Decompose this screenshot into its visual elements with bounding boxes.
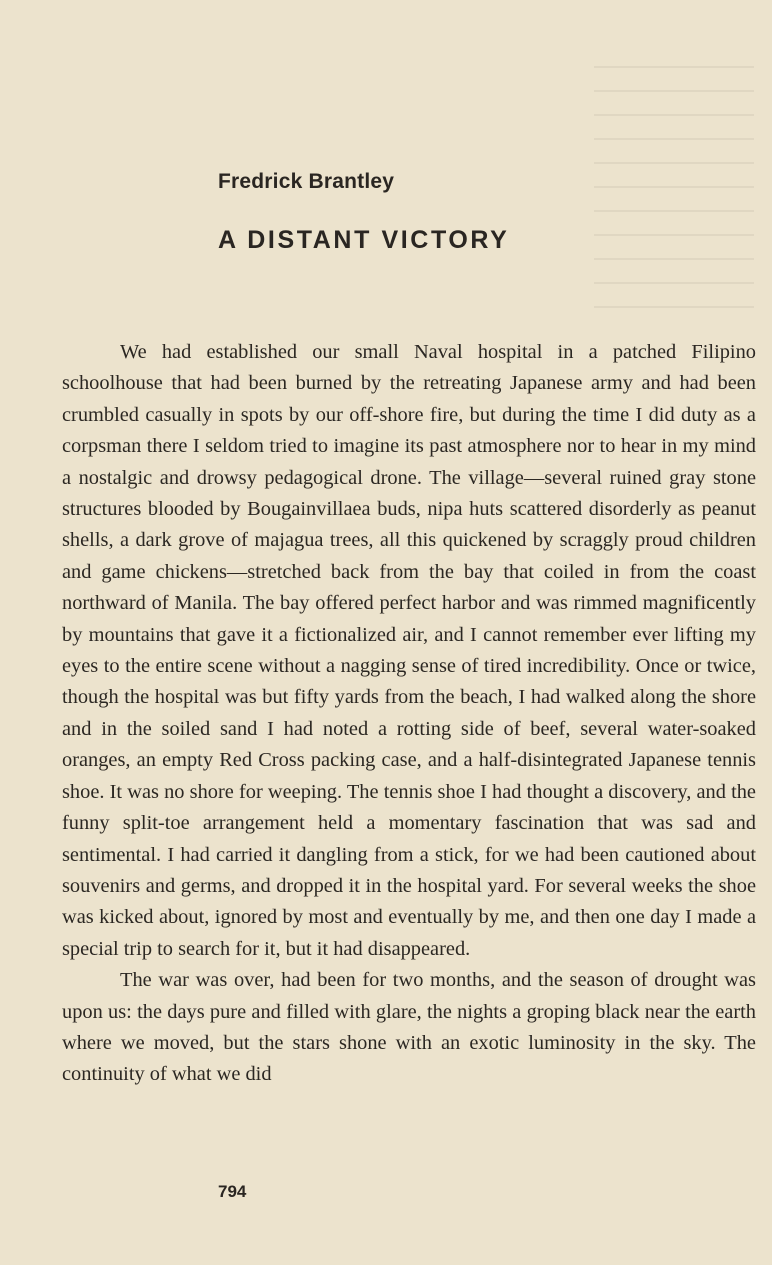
paragraph: The war was over, had been for two months, and the season of drought was upon us: the days pure and filled with glare, the nights a groping black near the earth where we moved, but the stars shone with an exotic luminosity in the sky. The continuity of what we did	[62, 969, 756, 1086]
paragraph: We had established our small Naval hospital in a patched Filipino schoolhouse that had been burned by the retreating Japanese army and had been crumbled casually in spots by our off-shore fire, but during the time I did duty as a corpsman there I seldom tried to imagine its past atmosphere nor to hear in my mind a nostalgic and drowsy pedagogical drone. The village—several ruined gray stone structures blooded by Bougainvillaea buds, nipa huts scattered disorderly as peanut shells, a dark grove of majagua trees, all this quickened by scraggly proud children and game chickens—stretched back from the bay that coiled in from the coast northward of Manila. The bay offered perfect harbor and was rimmed magnificently by mountains that gave it a fictionalized air, and I cannot remember ever lifting my eyes to the entire scene without a nagging sense of tired incredibility. Once or twice, though the hospital was but fifty yards from the beach, I had walked along the shore and in the soiled sand I had noted a rotting side of beef, several water-soaked oranges, an empty Red Cross packing case, and a half-disintegrated Japanese tennis shoe. It was no shore for weeping. The tennis shoe I had thought a discovery, and the funny split-toe arrangement held a momentary fascination that was sad and sentimental. I had carried it dangling from a stick, for we had been cautioned about souvenirs and germs, and dropped it in the hospital yard. For several weeks the shoe was kicked about, ignored by most and eventually by me, and then one day I made a special trip to search for it, but it had disappeared.	[62, 341, 756, 960]
bleed-through-text	[594, 66, 754, 366]
story-body	[62, 337, 756, 1091]
author-name: Fredrick Brantley	[218, 170, 395, 193]
page-number: 794	[218, 1182, 247, 1201]
story-title: A DISTANT VICTORY	[218, 226, 510, 254]
